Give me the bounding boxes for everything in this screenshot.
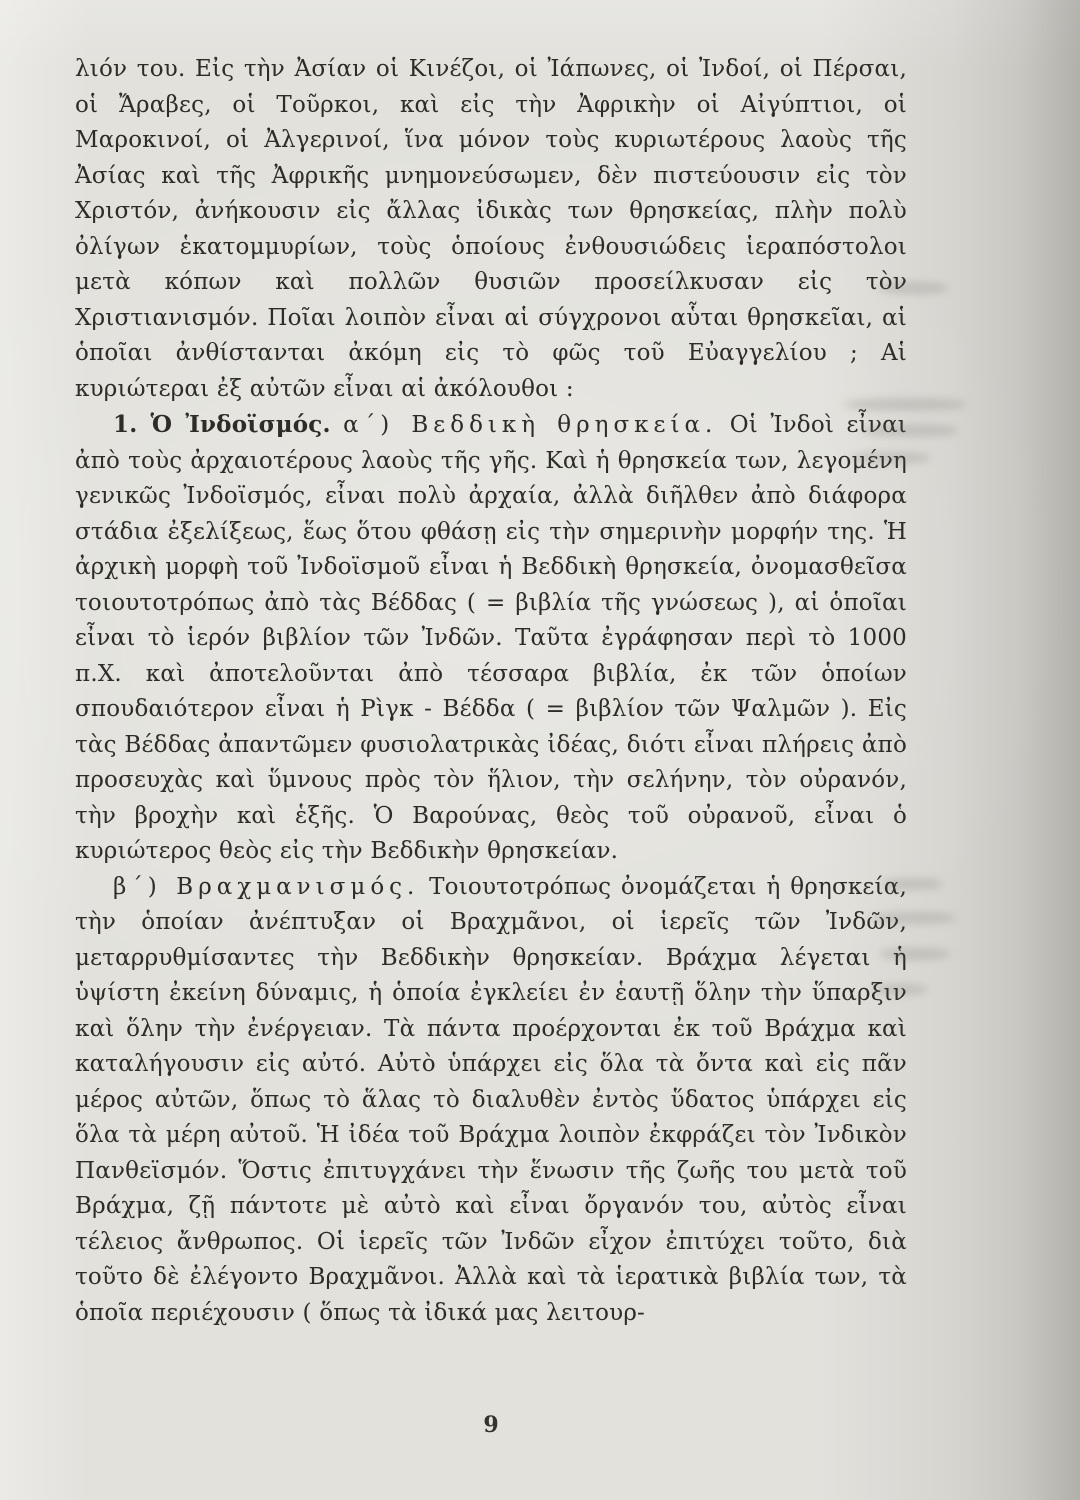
- paragraph-indoism-body: Οἱ Ἰνδοὶ εἶναι ἀπὸ τοὺς ἀρχαιοτέρους λαοὺς τῆς γῆς. Καὶ ἡ θρησκεία των, λεγομένη γενικῶς Ἰνδοϊσμός, εἶναι πολὺ ἀρχαία, ἀλλὰ διῆλθεν ἀπὸ διάφορα στάδια ἐξελίξεως, ἕως ὅτου φθάσῃ εἰς τὴν σημερινὴν μορφήν της. Ἡ ἀρχικὴ μορφὴ τοῦ Ἰνδοϊσμοῦ εἶναι ἡ Βεδδικὴ θρησκεία, ὀνομασθεῖσα τοιουτοτρόπως ἀπὸ τὰς Βέδδας ( = βιβλία τῆς γνώσεως ), αἱ ὁποῖαι εἶναι τὸ ἱερόν βιβλίον τῶν Ἰνδῶν. Ταῦτα ἐγράφησαν περὶ τὸ 1000 π.Χ. καὶ ἀποτελοῦνται ἀπὸ τέσσαρα βιβλία, ἐκ τῶν ὁποίων σπουδαιότερον εἶναι ἡ Ρὶγκ - Βέδδα ( = βιβλίον τῶν Ψαλμῶν ). Εἰς τὰς Βέδδας ἀπαντῶμεν φυσιολατρικὰς ἰδέας, διότι εἶναι πλήρεις ἀπὸ προσευχὰς καὶ ὕμνους πρὸς τὸν ἥλιον, τὴν σελήνην, τὸν οὐρανόν, τὴν βροχὴν καὶ ἑξῆς. Ὁ Βαρούνας, θεὸς τοῦ οὐρανοῦ, εἶναι ὁ κυριώτερος θεὸς εἰς τὴν Βεδδικὴν θρησκείαν.: [75, 412, 908, 864]
- section-heading-indoism: 1. Ὁ Ἰνδοϊσμός.: [113, 411, 331, 438]
- subsection-heading-brahmanism: β΄) Βραχμανισμός.: [113, 873, 420, 900]
- paragraph-brahmanism-body: Τοιουτοτρόπως ὀνομάζεται ἡ θρησκεία, τὴν ὁποίαν ἀνέπτυξαν οἱ Βραχμᾶνοι, οἱ ἱερεῖς τῶν Ἰνδῶν, μεταρρυθμίσαντες τὴν Βεδδικὴν θρησκείαν. Βράχμα λέγεται ἡ ὑψίστη ἐκείνη δύναμις, ἡ ὁποία ἐγκλείει ἐν ἑαυτῇ ὅλην τὴν ὕπαρξιν καὶ ὅλην τὴν ἐνέργειαν. Τὰ πάντα προέρχονται ἐκ τοῦ Βράχμα καὶ καταλήγουσιν εἰς αὐτό. Αὐτὸ ὑπάρχει εἰς ὅλα τὰ ὄντα καὶ εἰς πᾶν μέρος αὐτῶν, ὅπως τὸ ἅλας τὸ διαλυθὲν ἐντὸς ὕδατος ὑπάρχει εἰς ὅλα τὰ μέρη αὐτοῦ. Ἡ ἰδέα τοῦ Βράχμα λοιπὸν ἐκφράζει τὸν Ἰνδικὸν Πανθεϊσμόν. Ὅστις ἐπιτυγχάνει τὴν ἕνωσιν τῆς ζωῆς του μετὰ τοῦ Βράχμα, ζῇ πάντοτε μὲ αὐτὸ καὶ εἶναι ὄργανόν του, αὐτὸς εἶναι τέλειος ἄνθρωπος. Οἱ ἱερεῖς τῶν Ἰνδῶν εἶχον ἐπιτύχει τοῦτο, διὰ τοῦτο δὲ ἐλέγοντο Βραχμᾶνοι. Ἀλλὰ καὶ τὰ ἱερατικὰ βιβλία των, τὰ ὁποῖα περιέχουσιν ( ὅπως τὰ ἰδικά μας λειτουρ-: [75, 873, 907, 1326]
- subsection-heading-veddic-religion: α΄) Βεδδικὴ θρησκεία.: [343, 412, 718, 438]
- page-footer: [75, 1412, 907, 1438]
- paragraph-brahmanism: [75, 870, 907, 1332]
- paragraph-indoism: [75, 407, 907, 870]
- page-body-text: [75, 52, 907, 1331]
- paragraph-continuation: λιόν του. Εἰς τὴν Ἀσίαν οἱ Κινέζοι, οἱ Ἰάπωνες, οἱ Ἰνδοί, οἱ Πέρσαι, οἱ Ἄραβες, οἱ Τοῦρκοι, καὶ εἰς τὴν Ἀφρικὴν οἱ Αἰγύπτιοι, οἱ Μαροκινοί, οἱ Ἀλγερινοί, ἵνα μόνον τοὺς κυριωτέρους λαοὺς τῆς Ἀσίας καὶ τῆς Ἀφρικῆς μνημονεύσωμεν, δὲν πιστεύουσιν εἰς τὸν Χριστόν, ἀνήκουσιν εἰς ἄλλας ἰδικὰς των θρησκείας, πλὴν πολὺ ὀλίγων ἑκατομμυρίων, τοὺς ὁποίους ἐνθουσιώδεις ἱεραπόστολοι μετὰ κόπων καὶ πολλῶν θυσιῶν προσείλκυσαν εἰς τὸν Χριστιανισμόν. Ποῖαι λοιπὸν εἶναι αἱ σύγχρονοι αὗται θρησκεῖαι, αἱ ὁποῖαι ἀνθίστανται ἀκόμη εἰς τὸ φῶς τοῦ Εὐαγγελίου ; Αἱ κυριώτεραι ἐξ αὐτῶν εἶναι αἱ ἀκόλουθοι :: [75, 56, 907, 402]
- page-number: 9: [483, 1412, 499, 1438]
